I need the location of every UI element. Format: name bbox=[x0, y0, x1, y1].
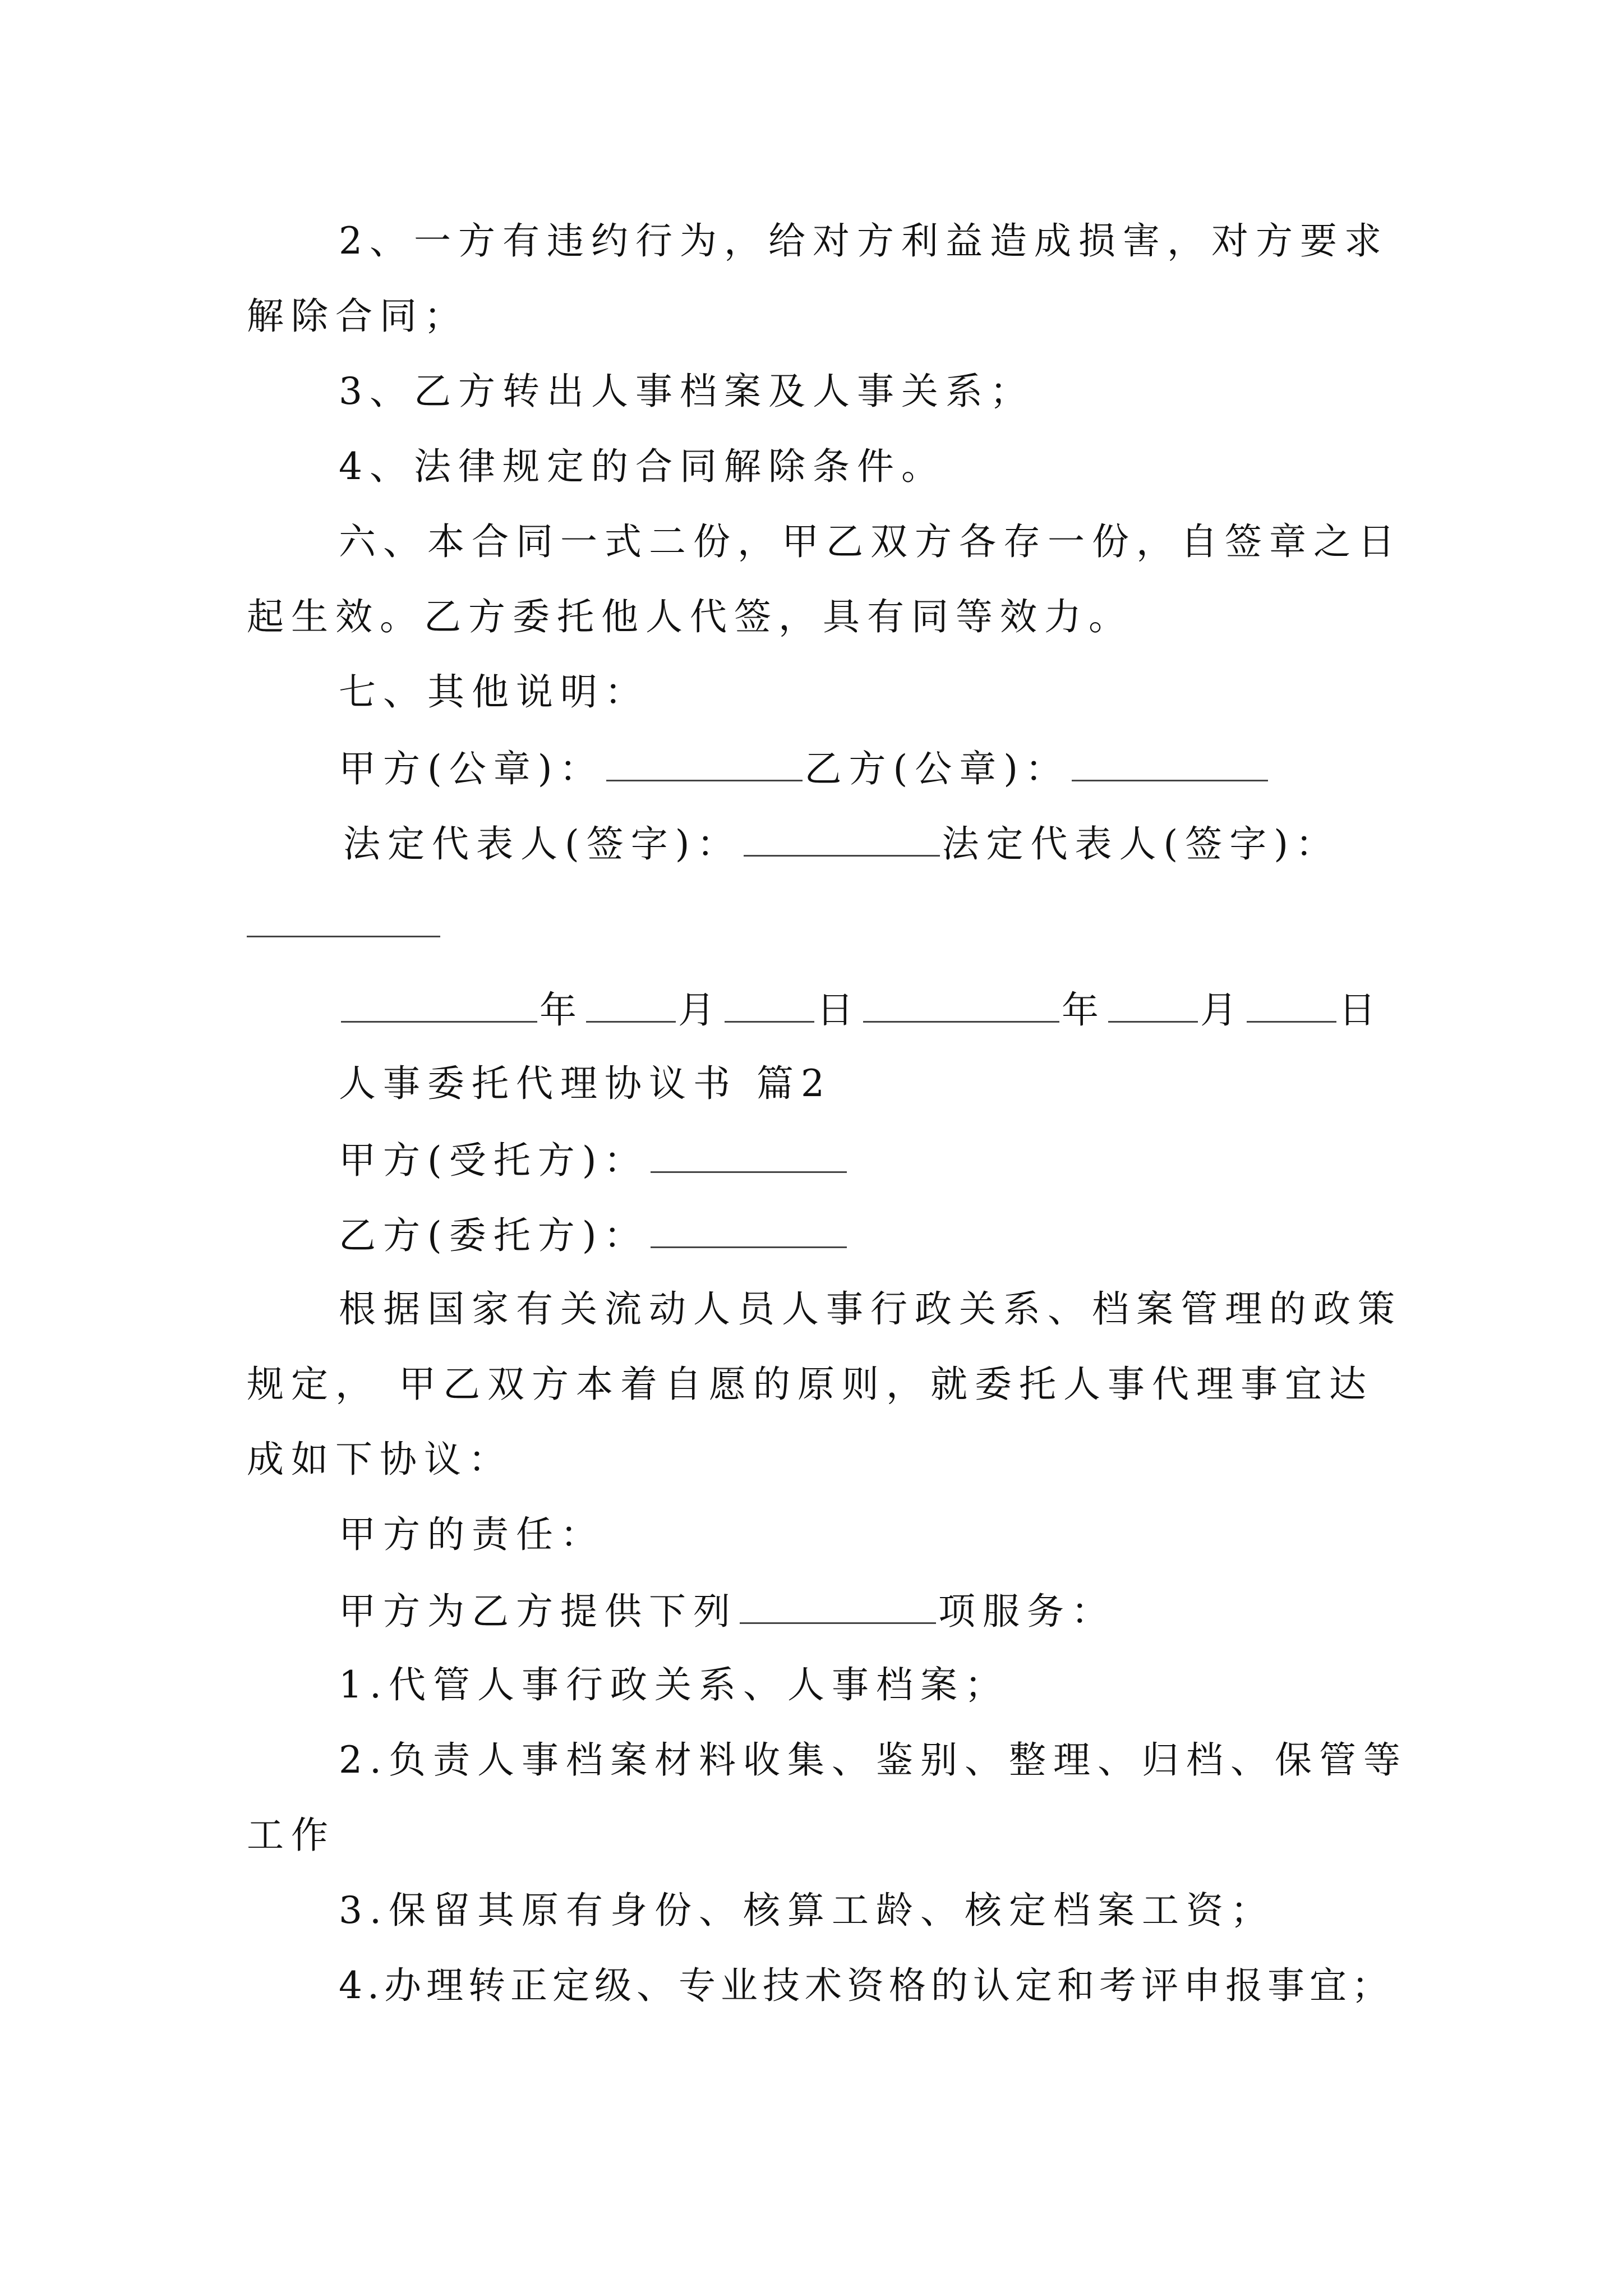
party-a-seal-label: 甲方(公章)： bbox=[339, 747, 604, 790]
month-a-blank bbox=[586, 986, 676, 1023]
service-item-2-line-2: 工作 bbox=[247, 1814, 335, 1857]
rep-a-blank bbox=[744, 820, 940, 857]
year-b-label: 年 bbox=[1062, 988, 1106, 1032]
month-b-label: 月 bbox=[1200, 988, 1244, 1032]
clause-3: 3、乙方转出人事档案及人事关系； bbox=[339, 370, 1034, 413]
year-a-blank bbox=[341, 986, 537, 1023]
service-item-1: 1.代管人事行政关系、人事档案； bbox=[339, 1663, 1009, 1706]
month-a-label: 月 bbox=[678, 988, 722, 1032]
party-a-blank bbox=[651, 1137, 847, 1173]
intro-line-2: 规定， 甲乙双方本着自愿的原则，就委托人事代理事宜达 bbox=[247, 1363, 1373, 1406]
year-b-blank bbox=[863, 986, 1059, 1023]
rep-b-blank bbox=[247, 936, 440, 937]
intro-line-1: 根据国家有关流动人员人事行政关系、档案管理的政策 bbox=[339, 1287, 1402, 1331]
service-line bbox=[339, 1588, 1115, 1634]
service-item-2-line-1: 2.负责人事档案材料收集、鉴别、整理、归档、保管等 bbox=[339, 1738, 1408, 1782]
service-count-blank bbox=[740, 1588, 936, 1624]
rep-a-label: 法定代表人(签字)： bbox=[343, 822, 741, 866]
party-b-seal-blank bbox=[1072, 745, 1268, 781]
day-b-blank bbox=[1247, 986, 1336, 1023]
clause-2-line-1: 2、一方有违约行为，给对方利益造成损害，对方要求 bbox=[339, 219, 1389, 263]
service-prefix: 甲方为乙方提供下列 bbox=[339, 1590, 737, 1633]
date-line bbox=[339, 986, 1383, 1033]
service-item-3: 3.保留其原有身份、核算工龄、核定档案工资； bbox=[339, 1889, 1275, 1932]
year-a-label: 年 bbox=[540, 988, 584, 1032]
day-a-label: 日 bbox=[817, 988, 861, 1032]
month-b-blank bbox=[1108, 986, 1198, 1023]
clause-4: 4、法律规定的合同解除条件。 bbox=[339, 445, 946, 488]
representative-line bbox=[343, 820, 1340, 867]
party-a-label: 甲方(受托方)： bbox=[339, 1139, 648, 1182]
section-2-title: 人事委托代理协议书 篇2 bbox=[339, 1062, 832, 1105]
clause-six-line-2: 起生效。乙方委托他人代签，具有同等效力。 bbox=[247, 595, 1133, 638]
day-a-blank bbox=[725, 986, 814, 1023]
intro-line-3: 成如下协议： bbox=[247, 1438, 513, 1481]
service-suffix: 项服务： bbox=[938, 1590, 1115, 1633]
party-a-seal-blank bbox=[606, 745, 803, 781]
clause-seven: 七、其他说明： bbox=[339, 670, 649, 714]
clause-2-line-2: 解除合同； bbox=[247, 295, 468, 338]
party-b-seal-label: 乙方(公章)： bbox=[804, 747, 1069, 790]
party-b-label: 乙方(委托方)： bbox=[339, 1214, 648, 1257]
service-item-4: 4.办理转正定级、专业技术资格的认定和考评申报事宜； bbox=[339, 1964, 1394, 2007]
duty-heading: 甲方的责任： bbox=[339, 1513, 605, 1556]
clause-six-line-1: 六、本合同一式二份，甲乙双方各存一份，自签章之日 bbox=[339, 520, 1402, 563]
seal-line bbox=[339, 745, 1270, 792]
party-b-blank bbox=[651, 1212, 847, 1248]
party-b-line bbox=[339, 1212, 849, 1258]
rep-b-label: 法定代表人(签字)： bbox=[942, 822, 1340, 866]
day-b-label: 日 bbox=[1339, 988, 1383, 1032]
party-a-line bbox=[339, 1137, 849, 1183]
